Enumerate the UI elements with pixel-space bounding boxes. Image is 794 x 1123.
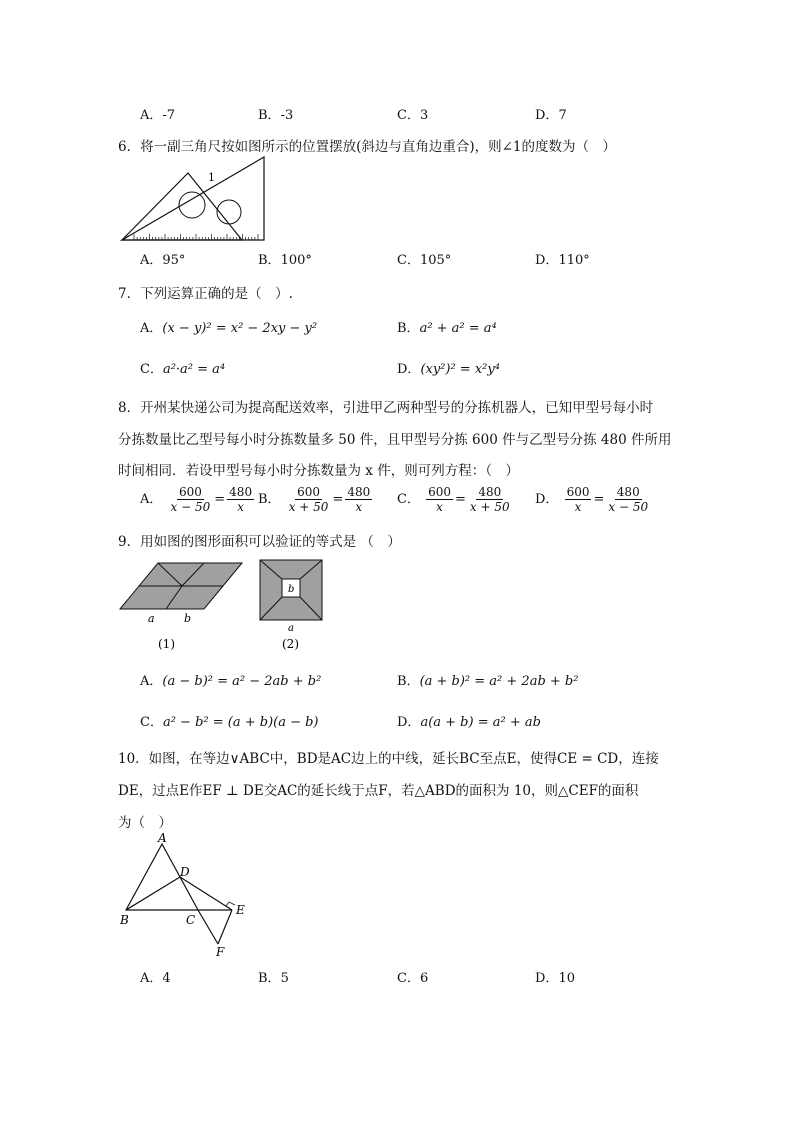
q9-stem: 9．用如图的图形面积可以验证的等式是 （ ）: [118, 534, 401, 550]
q10-option-b: B．5: [258, 971, 289, 986]
point-f-label: F: [216, 945, 225, 959]
q10-option-d: D．10: [535, 971, 575, 986]
fig1-caption: (1): [158, 637, 175, 651]
q9-square-figure: [258, 558, 328, 658]
point-c-label: C: [186, 913, 196, 927]
q6-option-a: A．95°: [140, 253, 186, 268]
q8-stem-line-2: 分拣数量比乙型号每小时分拣数量多 50 件，且甲型号分拣 600 件与乙型号分拣 480 件所用: [118, 432, 672, 448]
fig2-a-label: a: [288, 623, 294, 634]
fig2-b-label: b: [288, 584, 295, 595]
q9-option-a: A．(a − b)² = a² − 2ab + b²: [140, 674, 322, 689]
q9-option-c: C．a² − b² = (a + b)(a − b): [140, 715, 319, 730]
q9-option-d: D．a(a + b) = a² + ab: [397, 715, 541, 730]
point-d-label: D: [180, 865, 190, 879]
q6-triangle-rulers-figure: [118, 155, 268, 245]
q10-option-a: A．4: [140, 971, 171, 986]
q10-stem-line-1: 10．如图，在等边∨ABC中，BD是AC边上的中线，延长BC至点E，使得CE = CD，连接: [118, 751, 659, 767]
q10-triangle-figure: [118, 832, 268, 962]
fig1-b-label: b: [184, 612, 192, 625]
q9-parallelogram-figure: [118, 560, 248, 660]
q6-option-c: C．105°: [397, 253, 452, 268]
q7-stem: 7．下列运算正确的是（ ）.: [118, 286, 293, 302]
q7-option-b: B．a² + a² = a⁴: [397, 321, 497, 336]
q10-stem-line-3: 为（ ）: [118, 815, 172, 831]
q5-option-a: A．-7: [140, 108, 176, 123]
q9-option-b: B．(a + b)² = a² + 2ab + b²: [397, 674, 579, 689]
fig1-a-label: a: [148, 612, 155, 625]
q5-option-b: B．-3: [258, 108, 294, 123]
q8-option-d: D． $\frac{600}{x}$ = $\frac{480}{x - 50}$: [535, 485, 649, 514]
q8-option-a: A． $\frac{600}{x - 50}$ = $\frac{480}{x}$: [140, 485, 253, 514]
q10-option-c: C．6: [397, 971, 429, 986]
q5-option-c: C．3: [397, 108, 429, 123]
q10-stem-line-2: DE，过点E作EF ⊥ DE交AC的延长线于点F，若△ABD的面积为 10，则△CEF的面积: [118, 783, 639, 799]
angle-1-label: 1: [208, 171, 215, 184]
q7-option-d: D．(xy²)² = x²y⁴: [397, 362, 500, 377]
q8-option-c: C． $\frac{600}{x}$ = $\frac{480}{x + 50}$: [397, 485, 510, 514]
q7-option-a: A．(x − y)² = x² − 2xy − y²: [140, 321, 318, 336]
q8-stem-line-1: 8．开州某快递公司为提高配送效率，引进甲乙两种型号的分拣机器人，已知甲型号每小时: [118, 400, 654, 416]
q6-option-b: B．100°: [258, 253, 312, 268]
q6-stem: 6．将一副三角尺按如图所示的位置摆放(斜边与直角边重合)，则∠1的度数为（ ）: [118, 139, 617, 155]
point-a-label: A: [158, 831, 167, 845]
q7-option-c: C．a²·a² = a⁴: [140, 362, 226, 377]
point-e-label: E: [236, 903, 245, 917]
q8-stem-line-3: 时间相同．若设甲型号每小时分拣数量为 x 件，则可列方程：（ ）: [118, 463, 519, 479]
point-b-label: B: [120, 913, 129, 927]
fig2-caption: (2): [282, 637, 299, 651]
q6-option-d: D．110°: [535, 253, 590, 268]
q8-option-b: B． $\frac{600}{x + 50}$ = $\frac{480}{x}$: [258, 485, 371, 514]
q5-option-d: D．7: [535, 108, 567, 123]
